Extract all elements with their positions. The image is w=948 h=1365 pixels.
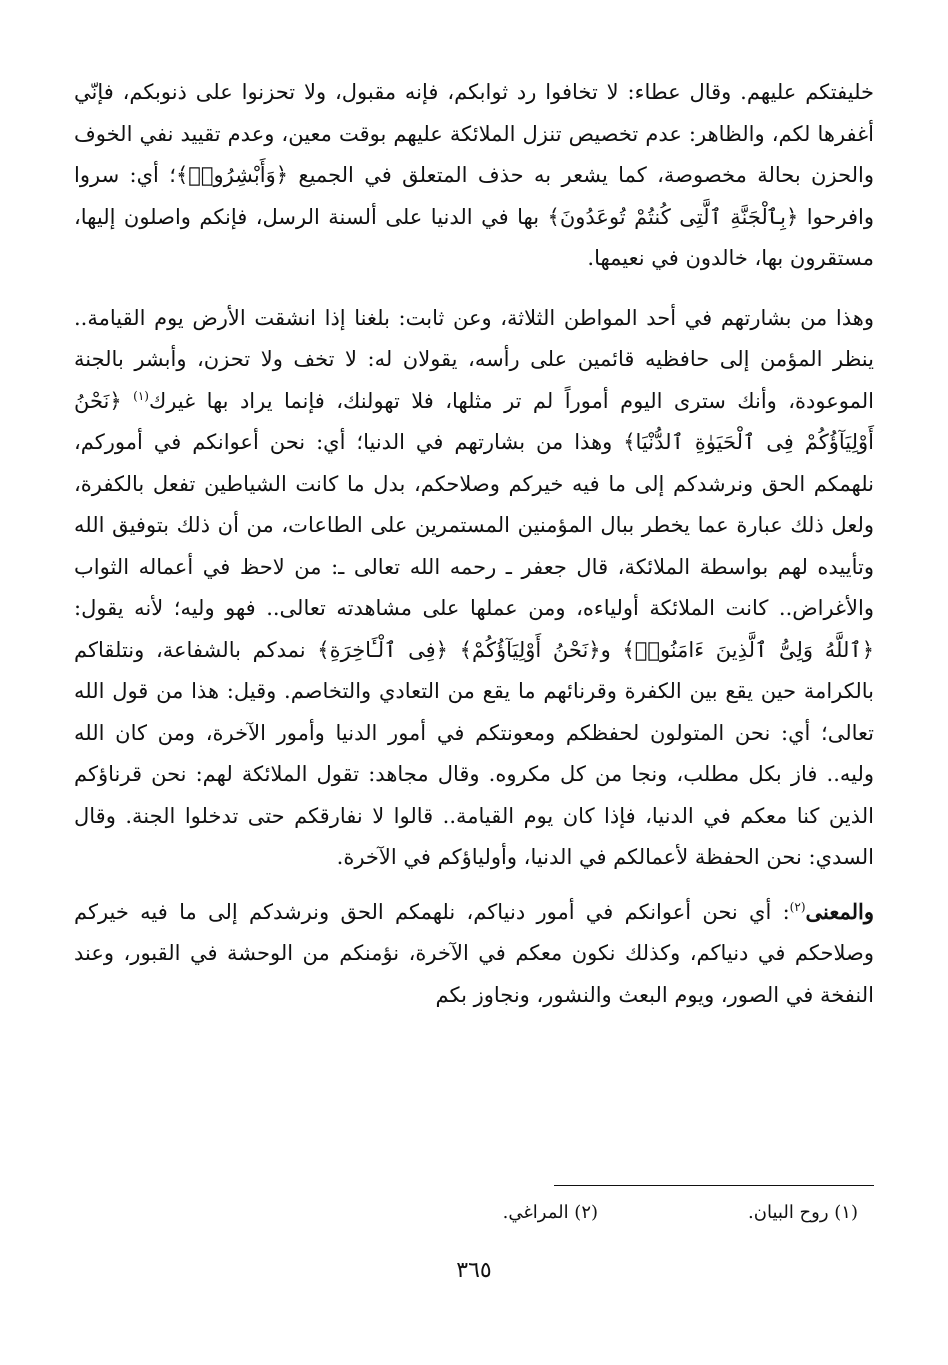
page-body <box>74 72 874 1016</box>
paragraph-3-text: : أي نحن أعوانكم في أمور دنياكم، نلهمكم الحق ونرشدكم إلى ما فيه خيركم وصلاحكم في دنياكم، وكذلك نكون معكم في الآخرة، نؤمنكم من الوحشة في القبور، وعند النفخة في الصور، ويوم البعث والنشور، ونجاوز بكم <box>74 899 874 1007</box>
paragraph-3-lead: والمعنى <box>805 898 874 924</box>
paragraph-3 <box>74 891 874 1017</box>
paragraph-2-part-b: ﴿نَحْنُ أَوْلِيَآؤُكُمْ فِى ٱلْحَيَوٰةِ ٱلدُّنْيَا﴾ وهذا من بشارتهم في الدنيا؛ أي: نحن أعوانكم في أموركم، نلهمكم الحق ونرشدكم إلى ما فيه خيركم وصلاحكم، بدل ما كانت الشياطين تفعل بالكفرة، ولعل ذلك عبارة عما يخطر ببال المؤمنين المستمرين على الطاعات، من أن ذلك بتوفيق الله وتأييده لهم بواسطة الملائكة، قال جعفر ـ رحمه الله تعالى ـ: من لاحظ في أعماله الثواب والأغراض.. كانت الملائكة أولياءه، ومن عملها على مشاهدته تعالى.. فهو وليه؛ لأنه يقول: ﴿ٱللَّهُ وَلِىُّ ٱلَّذِينَ ءَامَنُوا۟﴾ و﴿نَحْنُ أَوْلِيَآؤُكُمْ﴾ ﴿فِى ٱلْـَٔاخِرَةِ﴾ نمدكم بالشفاعة، ونتلقاكم بالكرامة حين يقع بين الكفرة وقرنائهم ما يقع من التعادي والتخاصم. وقيل: هذا من قول الله تعالى؛ أي: نحن المتولون لحفظكم ومعونتكم في أمور الدنيا وأمور الآخرة، ومن كان الله وليه.. فاز بكل مطلب، ونجا من كل مكروه. وقال مجاهد: تقول الملائكة لهم: نحن قرناؤكم الذين كنا معكم في الدنيا، فإذا كان يوم القيامة.. قالوا لا نفارقكم حتى تدخلوا الجنة. وقال السدي: نحن الحفظة لأعمالكم في الدنيا، وأولياؤكم في الآخرة. <box>74 388 875 869</box>
footnotes <box>258 1202 858 1223</box>
paragraph-1: خليفتكم عليهم. وقال عطاء: لا تخافوا رد ثوابكم، فإنه مقبول، ولا تحزنوا على ذنوبكم، فإنّي أغفرها لكم، والظاهر: عدم تخصيص تنزل الملائكة عليهم بوقت معين، وعدم تقييد نفي الخوف والحزن بحالة مخصوصة، كما يشعر به حذف المتعلق في الجميع ﴿وَأَبْشِرُوا۟﴾؛ أي: سروا وافرحوا ﴿بِٱلْجَنَّةِ ٱلَّتِى كُنتُمْ تُوعَدُونَ﴾ بها في الدنيا على ألسنة الرسل، فإنكم واصلون إليها، مستقرون بها، خالدون في نعيمها. <box>74 80 874 270</box>
footnote-2: (٢) المراغي. <box>502 1202 599 1223</box>
paragraph-2 <box>74 298 874 879</box>
paragraph-2-part-a: وهذا من بشارتهم في أحد المواطن الثلاثة، وعن ثابت: بلغنا إذا انشقت الأرض يوم القيامة.. ينظر المؤمن إلى حافظيه قائمين على رأسه، يقولان له: لا تخف ولا تحزن، وأبشر بالجنة الموعودة، وأنك سترى اليوم أموراً لم تر مثلها، فلا تهولنك، فإنما يراد بها غيرك <box>74 305 874 413</box>
footnote-ref-2: (٢) <box>789 899 806 914</box>
footnote-ref-1: (١) <box>133 388 149 403</box>
footnote-1: (١) روح البيان. <box>748 1202 858 1223</box>
page-number: ٣٦٥ <box>456 1258 492 1283</box>
footnote-separator <box>554 1185 874 1186</box>
